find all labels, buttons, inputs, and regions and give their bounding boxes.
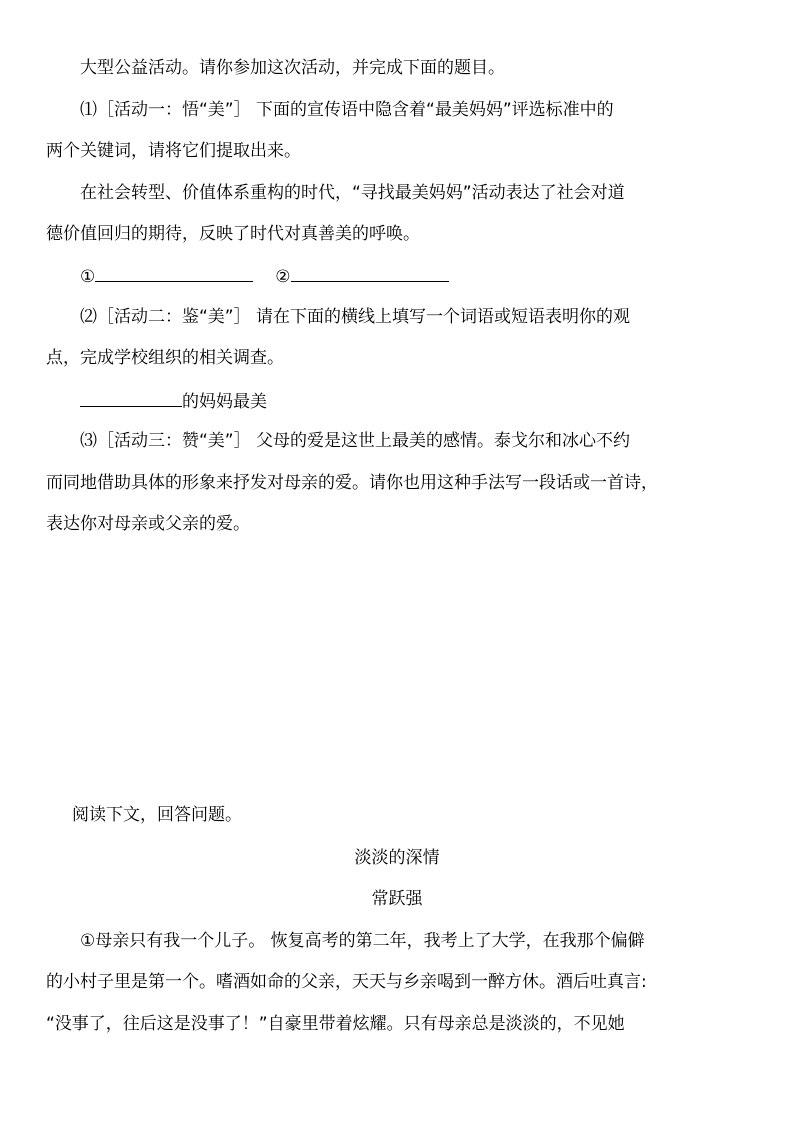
question-2-line-1: ⑵［活动二：鉴“美”］ 请在下面的横线上填写一个词语或短语表明你的观 xyxy=(80,307,631,327)
article-author: 常跃强 xyxy=(371,889,423,909)
question-3-line-2: 而同地借助具体的形象来抒发对母亲的爱。请你也用这种手法写一段话或一首诗， xyxy=(46,473,658,493)
question-1-line-2: 两个关键词，请将它们提取出来。 xyxy=(46,141,301,161)
question-2-line-2: 点，完成学校组织的相关调查。 xyxy=(46,348,284,368)
answer-blank-1[interactable] xyxy=(95,263,253,282)
passage-line-2: 德价值回归的期待，反映了时代对真善美的呼唤。 xyxy=(46,224,420,244)
article-paragraph-1-line-1: ①母亲只有我一个儿子。 恢复高考的第二年，我考上了大学，在我那个偏僻 xyxy=(80,931,645,951)
intro-text: 大型公益活动。请你参加这次活动，并完成下面的题目。 xyxy=(80,58,505,78)
blank-2-label: ② xyxy=(275,267,291,287)
question-3-line-3: 表达你对母亲或父亲的爱。 xyxy=(46,514,250,534)
fill-in-suffix: 的妈妈最美 xyxy=(182,392,267,412)
reading-instruction: 阅读下文，回答问题。 xyxy=(72,805,242,825)
fill-in-blank[interactable] xyxy=(80,388,182,407)
answer-blank-2[interactable] xyxy=(291,263,449,282)
article-paragraph-1-line-3: “没事了，往后这是没事了！”自豪里带着炫耀。只有母亲总是淡淡的，不见她 xyxy=(46,1014,625,1034)
blank-1-label: ① xyxy=(80,267,96,287)
question-1-line-1: ⑴［活动一：悟“美”］ 下面的宣传语中隐含着“最美妈妈”评选标准中的 xyxy=(80,100,614,120)
answer-blanks-row xyxy=(80,263,756,287)
fill-in-row xyxy=(80,388,756,412)
article-title: 淡淡的深情 xyxy=(354,848,440,868)
passage-line-1: 在社会转型、价值体系重构的时代，“寻找最美妈妈”活动表达了社会对道 xyxy=(80,183,625,203)
question-3-line-1: ⑶［活动三：赞“美”］ 父母的爱是这世上最美的感情。泰戈尔和冰心不约 xyxy=(80,431,631,451)
article-paragraph-1-line-2: 的小村子里是第一个。嗜酒如命的父亲，天天与乡亲喝到一醉方休。酒后吐真言: xyxy=(46,972,647,992)
